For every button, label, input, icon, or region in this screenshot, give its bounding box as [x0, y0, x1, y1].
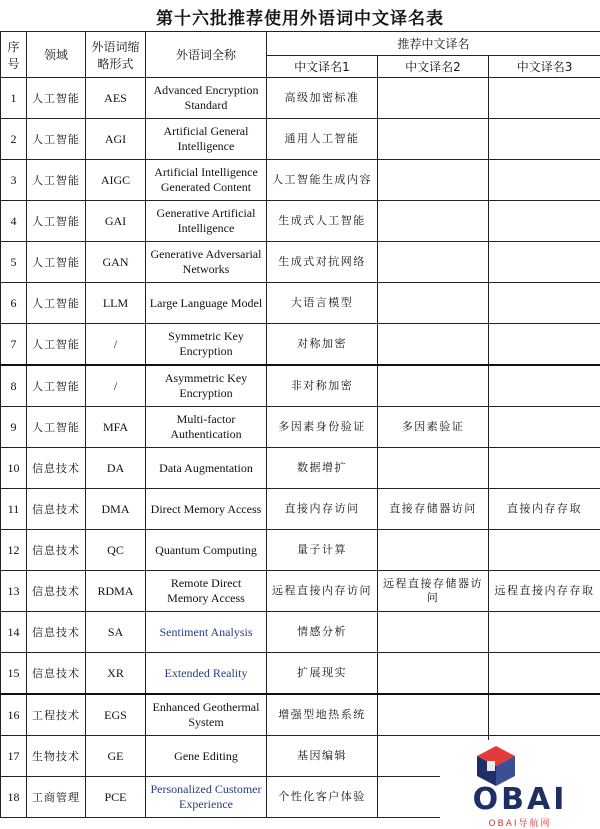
chinese-name-2-cell [378, 242, 489, 283]
field-cell: 人工智能 [27, 242, 86, 283]
chinese-name-1-cell: 通用人工智能 [267, 119, 378, 160]
field-cell: 人工智能 [27, 283, 86, 324]
table-row [1, 448, 600, 489]
chinese-name-1-cell: 增强型地热系统 [267, 694, 378, 736]
abbreviation-cell: GAI [86, 201, 146, 242]
table-row [1, 78, 600, 119]
watermark [440, 740, 600, 826]
row-number-cell: 10 [1, 448, 27, 489]
row-number-cell: 4 [1, 201, 27, 242]
chinese-name-3-cell [489, 365, 600, 407]
header-field: 领域 [27, 32, 86, 78]
chinese-name-3-cell: 直接内存存取 [489, 489, 600, 530]
chinese-name-3-cell [489, 653, 600, 695]
field-cell: 人工智能 [27, 407, 86, 448]
abbreviation-cell: EGS [86, 694, 146, 736]
table-row [1, 694, 600, 736]
row-number-cell: 2 [1, 119, 27, 160]
chinese-name-1-cell: 个性化客户体验 [267, 777, 378, 818]
chinese-name-2-cell [378, 365, 489, 407]
full-name-cell: Symmetric Key Encryption [146, 324, 267, 366]
row-number-cell: 8 [1, 365, 27, 407]
full-name-cell: Extended Reality [146, 653, 267, 695]
table-row [1, 571, 600, 612]
abbreviation-cell: AGI [86, 119, 146, 160]
chinese-name-2-cell [378, 694, 489, 736]
header-no: 序号 [1, 32, 27, 78]
abbreviation-cell: PCE [86, 777, 146, 818]
field-cell: 信息技术 [27, 612, 86, 653]
row-number-cell: 3 [1, 160, 27, 201]
chinese-name-1-cell: 直接内存访问 [267, 489, 378, 530]
chinese-name-3-cell [489, 407, 600, 448]
table-row [1, 530, 600, 571]
chinese-name-1-cell: 数据增扩 [267, 448, 378, 489]
chinese-name-2-cell [378, 324, 489, 366]
chinese-name-2-cell: 多因素验证 [378, 407, 489, 448]
table-row [1, 489, 600, 530]
table-header [1, 32, 600, 78]
table-row [1, 612, 600, 653]
full-name-cell: Direct Memory Access [146, 489, 267, 530]
full-name-cell: Generative Artificial Intelligence [146, 201, 267, 242]
header-full-name: 外语词全称 [146, 32, 267, 78]
chinese-name-2-cell [378, 530, 489, 571]
chinese-name-2-cell [378, 653, 489, 695]
chinese-name-1-cell: 远程直接内存访问 [267, 571, 378, 612]
full-name-cell: Large Language Model [146, 283, 267, 324]
field-cell: 信息技术 [27, 571, 86, 612]
row-number-cell: 17 [1, 736, 27, 777]
chinese-name-1-cell: 扩展现实 [267, 653, 378, 695]
watermark-text: OBAI [440, 782, 600, 817]
table-row [1, 160, 600, 201]
row-number-cell: 13 [1, 571, 27, 612]
abbreviation-cell: DMA [86, 489, 146, 530]
chinese-name-3-cell: 远程直接内存存取 [489, 571, 600, 612]
full-name-cell: Quantum Computing [146, 530, 267, 571]
chinese-name-3-cell [489, 448, 600, 489]
full-name-cell: Multi-factor Authentication [146, 407, 267, 448]
row-number-cell: 15 [1, 653, 27, 695]
table-body [1, 78, 600, 818]
table-row [1, 407, 600, 448]
table-row [1, 283, 600, 324]
full-name-cell: Asymmetric Key Encryption [146, 365, 267, 407]
field-cell: 人工智能 [27, 78, 86, 119]
full-name-cell: Personalized Customer Experience [146, 777, 267, 818]
table-row [1, 119, 600, 160]
chinese-name-2-cell [378, 201, 489, 242]
field-cell: 工商管理 [27, 777, 86, 818]
chinese-name-3-cell [489, 694, 600, 736]
abbreviation-cell: GE [86, 736, 146, 777]
chinese-name-1-cell: 生成式人工智能 [267, 201, 378, 242]
field-cell: 信息技术 [27, 448, 86, 489]
row-number-cell: 12 [1, 530, 27, 571]
table-row [1, 653, 600, 695]
chinese-name-1-cell: 高级加密标准 [267, 78, 378, 119]
row-number-cell: 5 [1, 242, 27, 283]
watermark-subtext: OBAI导航网 [440, 816, 600, 829]
chinese-name-3-cell [489, 530, 600, 571]
chinese-name-2-cell [378, 448, 489, 489]
header-abbr: 外语词缩略形式 [86, 32, 146, 78]
chinese-name-1-cell: 量子计算 [267, 530, 378, 571]
field-cell: 信息技术 [27, 653, 86, 695]
chinese-name-1-cell: 生成式对抗网络 [267, 242, 378, 283]
chinese-name-2-cell [378, 78, 489, 119]
chinese-name-1-cell: 大语言模型 [267, 283, 378, 324]
chinese-name-1-cell: 多因素身份验证 [267, 407, 378, 448]
abbreviation-cell: QC [86, 530, 146, 571]
chinese-name-3-cell [489, 201, 600, 242]
header-zh1: 中文译名1 [267, 56, 378, 78]
chinese-name-2-cell [378, 160, 489, 201]
chinese-name-2-cell [378, 119, 489, 160]
chinese-name-1-cell: 对称加密 [267, 324, 378, 366]
chinese-name-2-cell [378, 612, 489, 653]
abbreviation-cell: RDMA [86, 571, 146, 612]
field-cell: 人工智能 [27, 160, 86, 201]
full-name-cell: Remote Direct Memory Access [146, 571, 267, 612]
abbreviation-cell: / [86, 365, 146, 407]
header-recommended-group: 推荐中文译名 [267, 32, 600, 56]
field-cell: 信息技术 [27, 489, 86, 530]
full-name-cell: Enhanced Geothermal System [146, 694, 267, 736]
field-cell: 信息技术 [27, 530, 86, 571]
row-number-cell: 7 [1, 324, 27, 366]
full-name-cell: Artificial General Intelligence [146, 119, 267, 160]
table-row [1, 324, 600, 366]
field-cell: 人工智能 [27, 324, 86, 366]
row-number-cell: 18 [1, 777, 27, 818]
full-name-cell: Sentiment Analysis [146, 612, 267, 653]
abbreviation-cell: DA [86, 448, 146, 489]
chinese-name-1-cell: 非对称加密 [267, 365, 378, 407]
row-number-cell: 9 [1, 407, 27, 448]
chinese-name-1-cell: 基因编辑 [267, 736, 378, 777]
chinese-name-1-cell: 人工智能生成内容 [267, 160, 378, 201]
term-table [0, 31, 600, 818]
row-number-cell: 6 [1, 283, 27, 324]
field-cell: 人工智能 [27, 119, 86, 160]
chinese-name-3-cell [489, 283, 600, 324]
chinese-name-3-cell [489, 78, 600, 119]
field-cell: 生物技术 [27, 736, 86, 777]
abbreviation-cell: SA [86, 612, 146, 653]
page-title: 第十六批推荐使用外语词中文译名表 [0, 4, 600, 29]
row-number-cell: 1 [1, 78, 27, 119]
field-cell: 人工智能 [27, 201, 86, 242]
chinese-name-1-cell: 情感分析 [267, 612, 378, 653]
chinese-name-3-cell [489, 324, 600, 366]
full-name-cell: Artificial Intelligence Generated Content [146, 160, 267, 201]
table-row [1, 242, 600, 283]
abbreviation-cell: XR [86, 653, 146, 695]
chinese-name-2-cell: 直接存储器访问 [378, 489, 489, 530]
header-zh3: 中文译名3 [489, 56, 600, 78]
abbreviation-cell: LLM [86, 283, 146, 324]
chinese-name-3-cell [489, 119, 600, 160]
chinese-name-3-cell [489, 160, 600, 201]
table-row [1, 201, 600, 242]
abbreviation-cell: MFA [86, 407, 146, 448]
chinese-name-2-cell [378, 283, 489, 324]
chinese-name-2-cell: 远程直接存储器访问 [378, 571, 489, 612]
full-name-cell: Gene Editing [146, 736, 267, 777]
full-name-cell: Generative Adversarial Networks [146, 242, 267, 283]
full-name-cell: Advanced Encryption Standard [146, 78, 267, 119]
row-number-cell: 16 [1, 694, 27, 736]
chinese-name-3-cell [489, 612, 600, 653]
full-name-cell: Data Augmentation [146, 448, 267, 489]
chinese-name-3-cell [489, 242, 600, 283]
row-number-cell: 14 [1, 612, 27, 653]
abbreviation-cell: GAN [86, 242, 146, 283]
row-number-cell: 11 [1, 489, 27, 530]
field-cell: 工程技术 [27, 694, 86, 736]
abbreviation-cell: AIGC [86, 160, 146, 201]
header-zh2: 中文译名2 [378, 56, 489, 78]
abbreviation-cell: / [86, 324, 146, 366]
table-row [1, 365, 600, 407]
field-cell: 人工智能 [27, 365, 86, 407]
abbreviation-cell: AES [86, 78, 146, 119]
